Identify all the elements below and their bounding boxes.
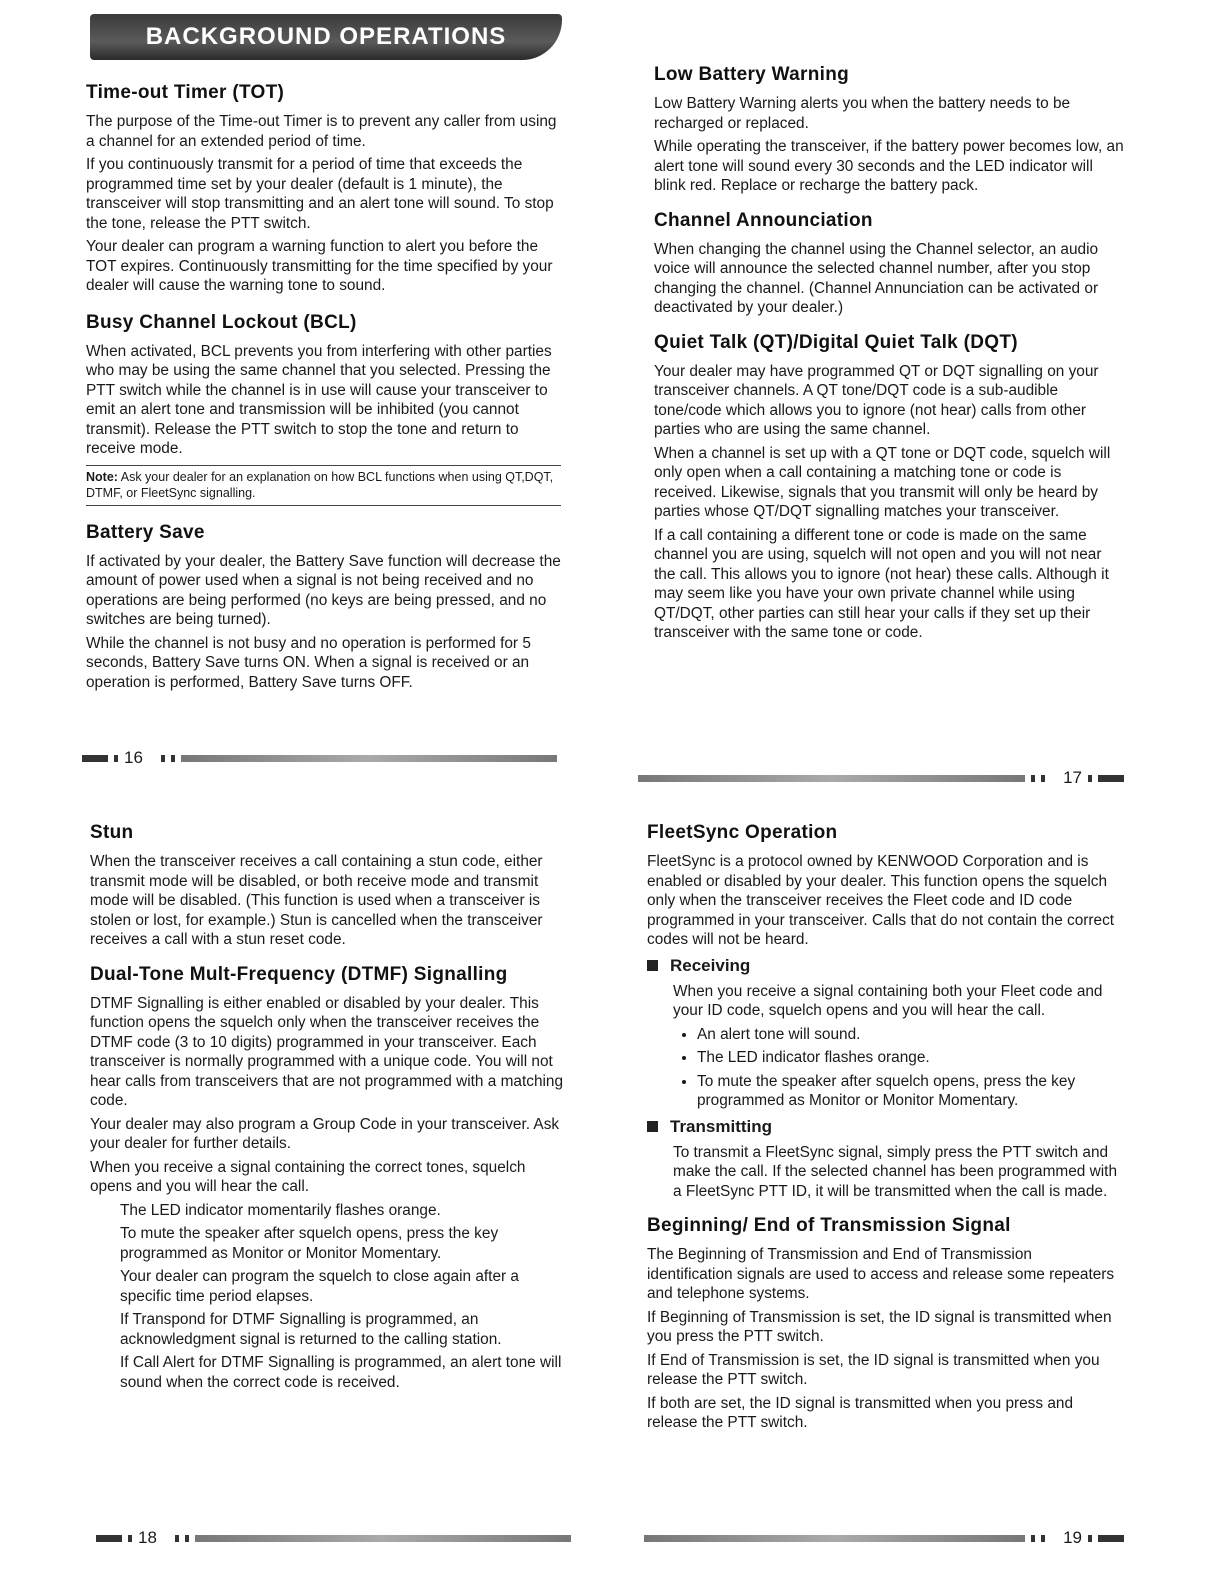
low-battery-p2: While operating the transceiver, if the battery power becomes low, an alert tone will sound every 30 seconds and the LED indicator will blink red. Replace or recharge the battery pack.	[654, 138, 1124, 194]
fleetsync-section	[647, 822, 1117, 1201]
receiving-list	[647, 1025, 1117, 1111]
dtmf-item: To mute the speaker after squelch opens, press the key programmed as Monitor or Monitor Momentary.	[120, 1225, 499, 1262]
page-17	[612, 0, 1225, 790]
low-battery-section	[654, 64, 1124, 196]
footer-bar	[644, 1535, 1025, 1542]
page-18	[0, 800, 600, 1585]
receiving-p: When you receive a signal containing both your Fleet code and your ID code, squelch opens and you will hear the call.	[673, 982, 1103, 1019]
stun-section	[90, 822, 568, 950]
bot-heading: Beginning/ End of Transmission Signal	[647, 1215, 1011, 1236]
page-number: 19	[1063, 1528, 1082, 1547]
stun-p1: When the transceiver receives a call containing a stun code, either transmit mode will be disabled, or both receive mode and transmit mode will be disabled. (This function is used when a transceiver is stolen or lost, for example.) Stun is cancelled when the transceiver receives a call with a stun reset code.	[90, 853, 543, 948]
dtmf-p2: Your dealer may also program a Group Code in your transceiver. Ask your dealer for further details.	[90, 1115, 560, 1152]
page-19-content	[647, 822, 1117, 1443]
battery-save-p2: While the channel is not busy and no operation is performed for 5 seconds, Battery Save turns ON. When a signal is received or an operation is performed, Battery Save turns OFF.	[86, 634, 531, 691]
page-number: 17	[1063, 768, 1082, 787]
qt-p2: When a channel is set up with a QT tone or DQT code, squelch will only open when a call containing a matching tone or code is received. Likewise, signals that you transmit will only be heard by parties whose QT/DQT signalling matches your transceiver.	[654, 444, 1111, 520]
dtmf-item: If Call Alert for DTMF Signalling is programmed, an alert tone will sound when the correct code is received.	[120, 1354, 562, 1391]
qt-p1: Your dealer may have programmed QT or DQT signalling on your transceiver channels. A QT tone/DQT code is a sub-audible tone/code which allows you to ignore (not hear) calls from other parties who are using the same channel.	[654, 362, 1099, 438]
tot-heading: Time-out Timer (TOT)	[86, 82, 285, 103]
channel-announce-section	[654, 210, 1124, 318]
page-16	[0, 0, 600, 790]
page-17-content	[654, 64, 1124, 653]
battery-save-heading: Battery Save	[86, 521, 205, 543]
receiving-subheading: Receiving	[647, 956, 1117, 976]
dtmf-heading: Dual-Tone Mult-Frequency (DTMF) Signalling	[90, 963, 508, 985]
list-item: • To mute the speaker after squelch opens, press the key programmed as Monitor or Monitor Momentary.	[697, 1072, 1117, 1111]
dtmf-item: Your dealer can program the squelch to close again after a specific time period elapses.	[120, 1268, 519, 1305]
transmitting-p: To transmit a FleetSync signal, simply press the PTT switch and make the call. If the selected channel has been programmed with a FleetSync PTT ID, it will be transmitted when the call is made.	[673, 1143, 1118, 1200]
dtmf-p1: DTMF Signalling is either enabled or disabled by your dealer. This function opens the squelch only when the transceiver receives the DTMF code (3 to 10 digits) programmed in your transceiver. Each transceiver is normally programmed with a unique code. You will not hear calls from transceivers that are not programmed with a matching code.	[90, 994, 564, 1109]
square-bullet-icon	[647, 960, 658, 971]
qt-section	[654, 332, 1124, 643]
qt-p3: If a call containing a different tone or code is made on the same channel you are using, squelch will not open and you will not near the call. This allows you to ignore (not hear) these calls. Although it may seem like you have your own private channel while using QT/DQT, other parties can still hear your calls if they set up their transceiver with the same tone or code.	[654, 526, 1109, 641]
dtmf-section	[90, 964, 568, 1393]
bot-section	[647, 1215, 1117, 1433]
note-text: Ask your dealer for an explanation on how BCL functions when using QT,DQT, DTMF, or FleetSync signalling.	[86, 469, 554, 500]
page-16-footer	[82, 748, 557, 768]
tot-p1: The purpose of the Time-out Timer is to prevent any caller from using a channel for an extended period of time.	[86, 113, 557, 150]
list-item: • An alert tone will sound.	[697, 1025, 1117, 1045]
footer-bar	[181, 755, 557, 762]
tot-section	[86, 82, 561, 296]
page-number: 16	[124, 748, 143, 767]
stun-heading: Stun	[90, 822, 134, 843]
footer-bar	[195, 1535, 571, 1542]
battery-save-section	[86, 522, 561, 693]
page-number: 18	[138, 1528, 157, 1547]
page-18-content	[90, 822, 568, 1402]
tot-p2: If you continuously transmit for a period of time that exceeds the programmed time set by your dealer (default is 1 minute), the transceiver will stop transmitting and an alert tone will sound. To stop the tone, release the PTT switch.	[86, 156, 554, 232]
fleetsync-heading: FleetSync Operation	[647, 822, 838, 843]
bcl-section	[86, 312, 561, 506]
receiving-body	[647, 982, 1117, 1021]
bcl-heading: Busy Channel Lockout (BCL)	[86, 311, 357, 333]
qt-heading: Quiet Talk (QT)/Digital Quiet Talk (DQT)	[654, 331, 1018, 353]
dtmf-item: If Transpond for DTMF Signalling is programmed, an acknowledgment signal is returned to the calling station.	[120, 1311, 502, 1348]
low-battery-heading: Low Battery Warning	[654, 64, 850, 85]
section-banner: BACKGROUND OPERATIONS	[90, 14, 562, 60]
page-17-footer	[638, 768, 1124, 788]
square-bullet-icon	[647, 1121, 658, 1132]
transmitting-body	[647, 1143, 1117, 1202]
battery-save-p1: If activated by your dealer, the Battery Save function will decrease the amount of power used when a signal is not being received and no operations are being performed (no keys are being pressed, and no switches are being turned).	[86, 552, 561, 628]
bot-p3: If End of Transmission is set, the ID signal is transmitted when you release the PTT switch.	[647, 1351, 1100, 1388]
page-18-footer	[96, 1528, 571, 1548]
transmitting-subheading: Transmitting	[647, 1117, 1117, 1137]
low-battery-p1: Low Battery Warning alerts you when the battery needs to be recharged or replaced.	[654, 95, 1071, 132]
channel-announce-heading: Channel Announciation	[654, 209, 873, 231]
page-19-footer	[644, 1528, 1124, 1548]
fleetsync-p1: FleetSync is a protocol owned by KENWOOD Corporation and is enabled or disabled by your dealer. This function opens the squelch only when the transceiver receives the Fleet code and ID code programmed in your transceiver. Calls that do not contain the correct codes will not be heard.	[647, 853, 1115, 948]
tot-p3: Your dealer can program a warning function to alert you before the TOT expires. Continuously transmitting for the time specified by your dealer will cause the warning tone to sound.	[86, 238, 553, 294]
bcl-p1: When activated, BCL prevents you from interfering with other parties who may be using the same channel that you selected. Pressing the PTT switch while the channel is in use will cause your transceiver to emit an alert tone and transmission will be inhibited (you cannot transmit). Release the PTT switch to stop the tone and return to receive mode.	[86, 342, 552, 457]
dtmf-p3: When you receive a signal containing the correct tones, squelch opens and you will hear the call.	[90, 1158, 526, 1195]
channel-announce-p1: When changing the channel using the Channel selector, an audio voice will announce the selected channel number, after you stop changing the channel. (Channel Annunciation can be activated or deactivated by your dealer.)	[654, 240, 1099, 316]
page-19	[612, 800, 1225, 1585]
dtmf-indented-items	[90, 1201, 568, 1393]
bot-p1: The Beginning of Transmission and End of Transmission identification signals are used to access and release some repeaters and telephone systems.	[647, 1246, 1115, 1302]
footer-bar	[638, 775, 1025, 782]
bcl-note	[86, 465, 561, 506]
list-item: • The LED indicator flashes orange.	[697, 1048, 1117, 1068]
page-16-content	[86, 82, 561, 702]
dtmf-item: The LED indicator momentarily flashes orange.	[120, 1201, 441, 1219]
note-label: Note:	[86, 469, 118, 484]
bot-p2: If Beginning of Transmission is set, the ID signal is transmitted when you press the PTT switch.	[647, 1308, 1112, 1345]
bot-p4: If both are set, the ID signal is transmitted when you press and release the PTT switch.	[647, 1394, 1074, 1431]
